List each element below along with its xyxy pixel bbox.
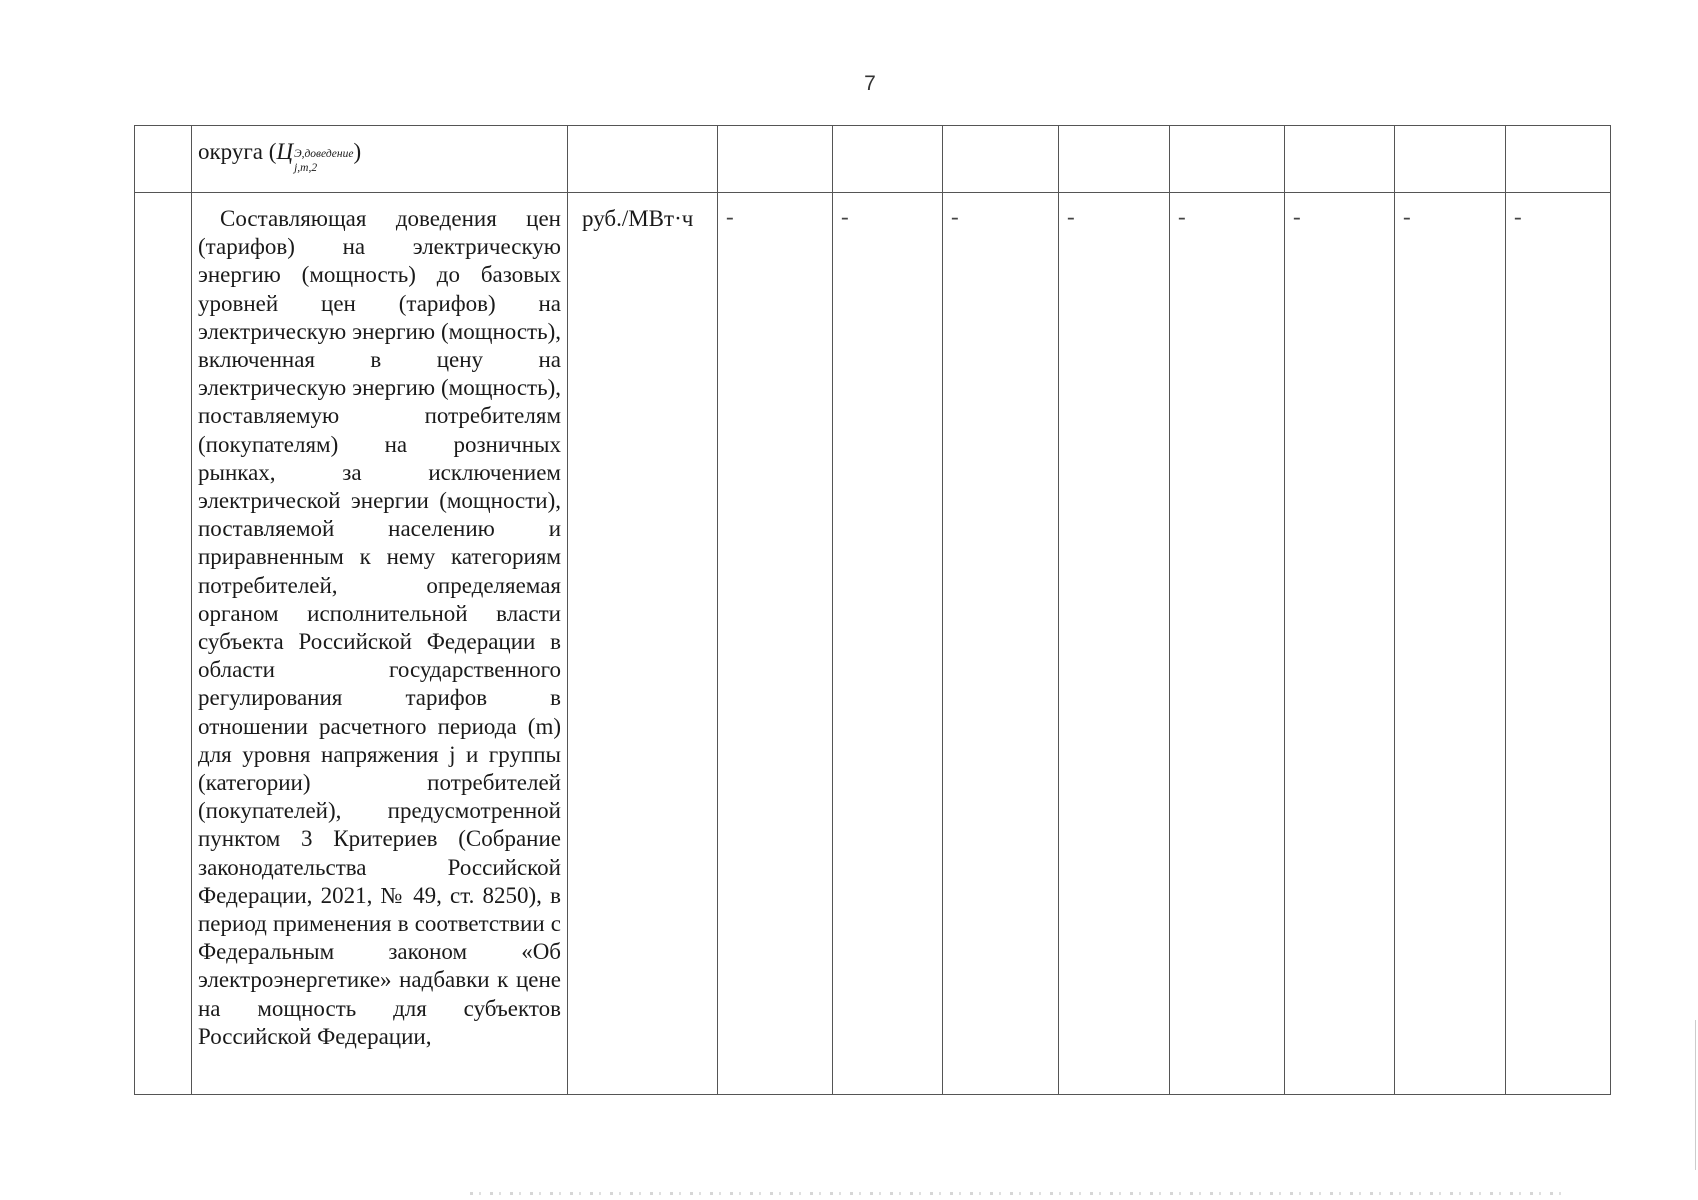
description-cell: Составляющая доведения цен (тарифов) на электрическую энергию (мощность) до базовых уровней цен (тарифов) на электрическую энергию (мощность), включенная в цену на электрическую энергию (мощность), поставляемую потребителям (покупателям) на розничных рынках, за исключением электрической энергии (мощности), поставляемой населению и приравненным к нему категориям потребителей, определяемая органом исполнительной власти субъекта Российской Федерации в области государственного регулирования тарифов в отношении расчетного периода (m) для уровня напряжения j и группы (категории) потребителей (покупателей), предусмотренной пунктом 3 Критериев (Собрание законодательства Российской Федерации, 2021, № 49, ст. 8250), в период применения в соответствии с Федеральным законом «Об электроэнергетике» надбавки к цене на мощность для субъектов Российской Федерации, (192, 193, 568, 1095)
value-cell: - (1395, 193, 1506, 1095)
number-cell (135, 193, 192, 1095)
formula-letter: Ц (276, 139, 294, 164)
value-cell: - (1059, 193, 1170, 1095)
value-cell (1506, 126, 1611, 193)
value-cell: - (943, 193, 1059, 1095)
row-label-suffix: ) (353, 139, 362, 164)
number-cell (135, 126, 192, 193)
value-cell (718, 126, 833, 193)
value-cell (1285, 126, 1395, 193)
value-cell (833, 126, 943, 193)
value-cell: - (1285, 193, 1395, 1095)
scan-edge-line (1695, 1020, 1696, 1170)
value-cell: - (718, 193, 833, 1095)
value-cell (1395, 126, 1506, 193)
unit-cell (568, 126, 718, 193)
description-cell (192, 126, 568, 193)
value-cell: - (1506, 193, 1611, 1095)
value-cell (1170, 126, 1285, 193)
row-label-prefix: округа ( (198, 139, 277, 164)
formula-subscript: j,m,2 (294, 162, 318, 174)
scan-artifact (470, 1192, 1570, 1195)
value-cell: - (833, 193, 943, 1095)
page-number: 7 (864, 72, 876, 95)
table-row (135, 126, 1611, 193)
unit-cell: руб./МВт·ч (568, 193, 718, 1095)
formula-superscript: Э,доведение (294, 148, 354, 160)
value-cell (943, 126, 1059, 193)
value-cell: - (1170, 193, 1285, 1095)
formula-indices (294, 149, 353, 174)
table-row (135, 193, 1611, 1095)
tariff-table (134, 125, 1611, 1095)
value-cell (1059, 126, 1170, 193)
